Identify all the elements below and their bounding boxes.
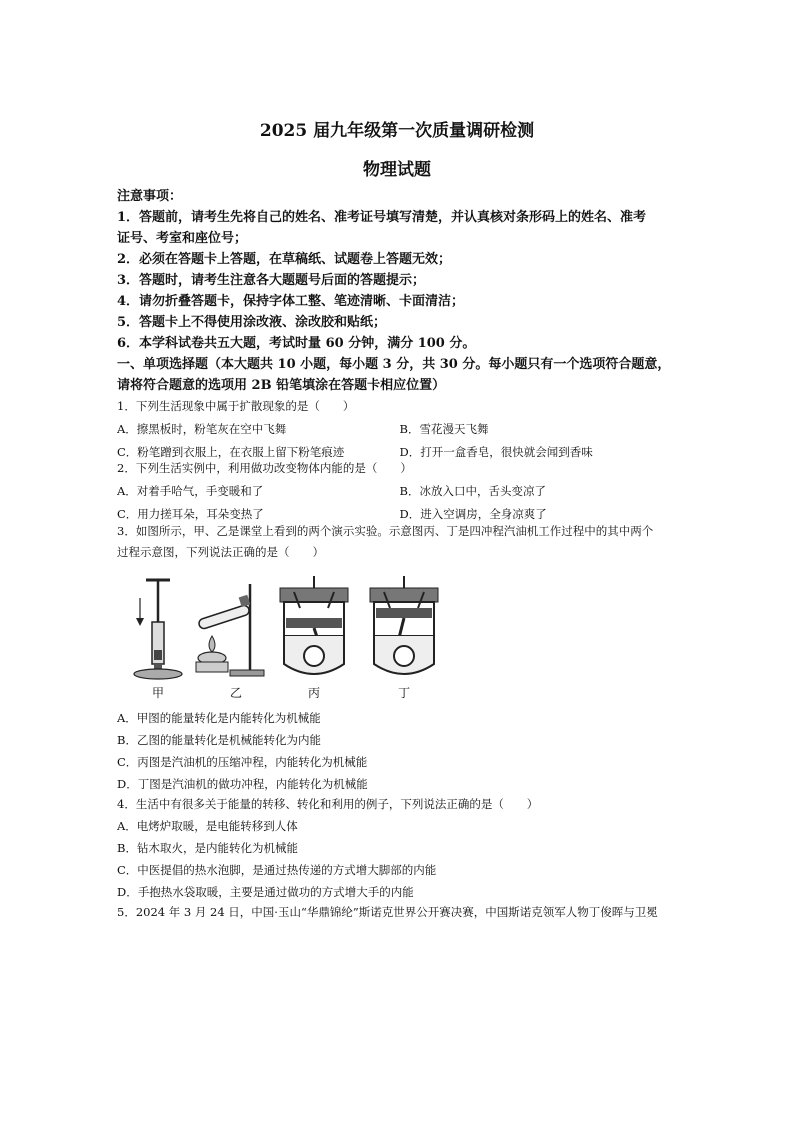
- notes-item: 证号、考室和座位号；: [117, 231, 248, 246]
- notes-item: 5．答题卡上不得使用涂改液、涂改胶和贴纸；: [117, 315, 387, 330]
- notes-item: 4．请勿折叠答题卡，保持字体工整、笔迹清晰、卡面清洁；: [117, 294, 465, 309]
- question-3-figure: [126, 574, 456, 700]
- question-2: [117, 459, 682, 524]
- figure-label-ding: 丁: [397, 686, 410, 700]
- notes-heading: 注意事项：: [117, 189, 183, 204]
- question-4: [117, 795, 682, 902]
- question-stem: 1．下列生活现象中属于扩散现象的是（ ）: [117, 399, 355, 413]
- figure-label-bing: 丙: [307, 686, 320, 700]
- question-stem: 2．下列生活实例中，利用做功改变物体内能的是（ ）: [117, 461, 412, 475]
- option-a: A．甲图的能量转化是内能转化为机械能: [117, 711, 321, 725]
- exam-subject-title: 物理试题: [363, 160, 431, 180]
- question-stem-line: 过程示意图，下列说法正确的是（ ）: [117, 545, 324, 559]
- question-3-stem: [117, 522, 682, 562]
- notes-item: 1．答题前，请考生先将自己的姓名、准考证号填写清楚，并认真核对条形码上的姓名、准考: [117, 210, 647, 225]
- fire-syringe-figure: [126, 574, 186, 684]
- notes-item: 3．答题时，请考生注意各大题题号后面的答题提示；: [117, 273, 426, 288]
- option-d: D．打开一盒香皂，很快就会闻到香味: [399, 445, 593, 459]
- figure-label-jia: 甲: [151, 686, 164, 700]
- question-stem: 4．生活中有很多关于能量的转移、转化和利用的例子，下列说法正确的是（ ）: [117, 797, 539, 811]
- option-d: D．进入空调房，全身凉爽了: [399, 507, 547, 521]
- exam-title: 2025 届九年级第一次质量调研检测: [259, 121, 535, 141]
- engine-bing-figure: [274, 574, 354, 684]
- test-tube-figure: [188, 574, 268, 684]
- option-b: B．冰放入口中，舌头变凉了: [399, 484, 546, 498]
- engine-ding-figure: [364, 574, 444, 684]
- option-d: D．丁图是汽油机的做功冲程，内能转化为机械能: [117, 777, 368, 791]
- option-a: A．擦黑板时，粉笔灰在空中飞舞: [117, 422, 287, 436]
- option-c: C．丙图是汽油机的压缩冲程，内能转化为机械能: [117, 755, 368, 769]
- section-heading-line: 一、单项选择题（本大题共 10 小题，每小题 3 分，共 30 分。每小题只有一个选项符合题意，: [117, 357, 671, 372]
- figure-label-yi: 乙: [229, 686, 242, 700]
- option-a: A．电烤炉取暖，是电能转移到人体: [117, 819, 298, 833]
- notes-item: 2．必须在答题卡上答题，在草稿纸、试题卷上答题无效；: [117, 252, 452, 267]
- question-3-options: [117, 709, 682, 794]
- notes-item: 6．本学科试卷共五大题，考试时量 60 分钟，满分 100 分。: [117, 336, 476, 351]
- notes-block: [117, 186, 687, 354]
- option-c: C．用力搓耳朵，耳朵变热了: [117, 507, 264, 521]
- option-b: B．乙图的能量转化是机械能转化为内能: [117, 733, 321, 747]
- question-stem-line: 3．如图所示，甲、乙是课堂上看到的两个演示实验。示意图丙、丁是四冲程汽油机工作过程中的其中两个: [117, 524, 654, 538]
- question-1: [117, 397, 682, 462]
- option-c: C．粉笔蹭到衣服上，在衣服上留下粉笔痕迹: [117, 445, 345, 459]
- section-heading-line: 请将符合题意的选项用 2B 铅笔填涂在答题卡相应位置）: [117, 378, 446, 393]
- option-a: A．对着手哈气，手变暖和了: [117, 484, 264, 498]
- question-5: [117, 903, 682, 922]
- section-heading: [117, 354, 682, 396]
- option-b: B．雪花漫天飞舞: [399, 422, 489, 436]
- option-b: B．钻木取火，是内能转化为机械能: [117, 841, 298, 855]
- option-d: D．手抱热水袋取暖，主要是通过做功的方式增大手的内能: [117, 885, 414, 899]
- option-c: C．中医提倡的热水泡脚，是通过热传递的方式增大脚部的内能: [117, 863, 437, 877]
- question-stem: 5．2024 年 3 月 24 日，中国·玉山“华鼎锦纶”斯诺克世界公开赛决赛，中国斯诺克领军人物丁俊晖与卫冕: [117, 905, 658, 919]
